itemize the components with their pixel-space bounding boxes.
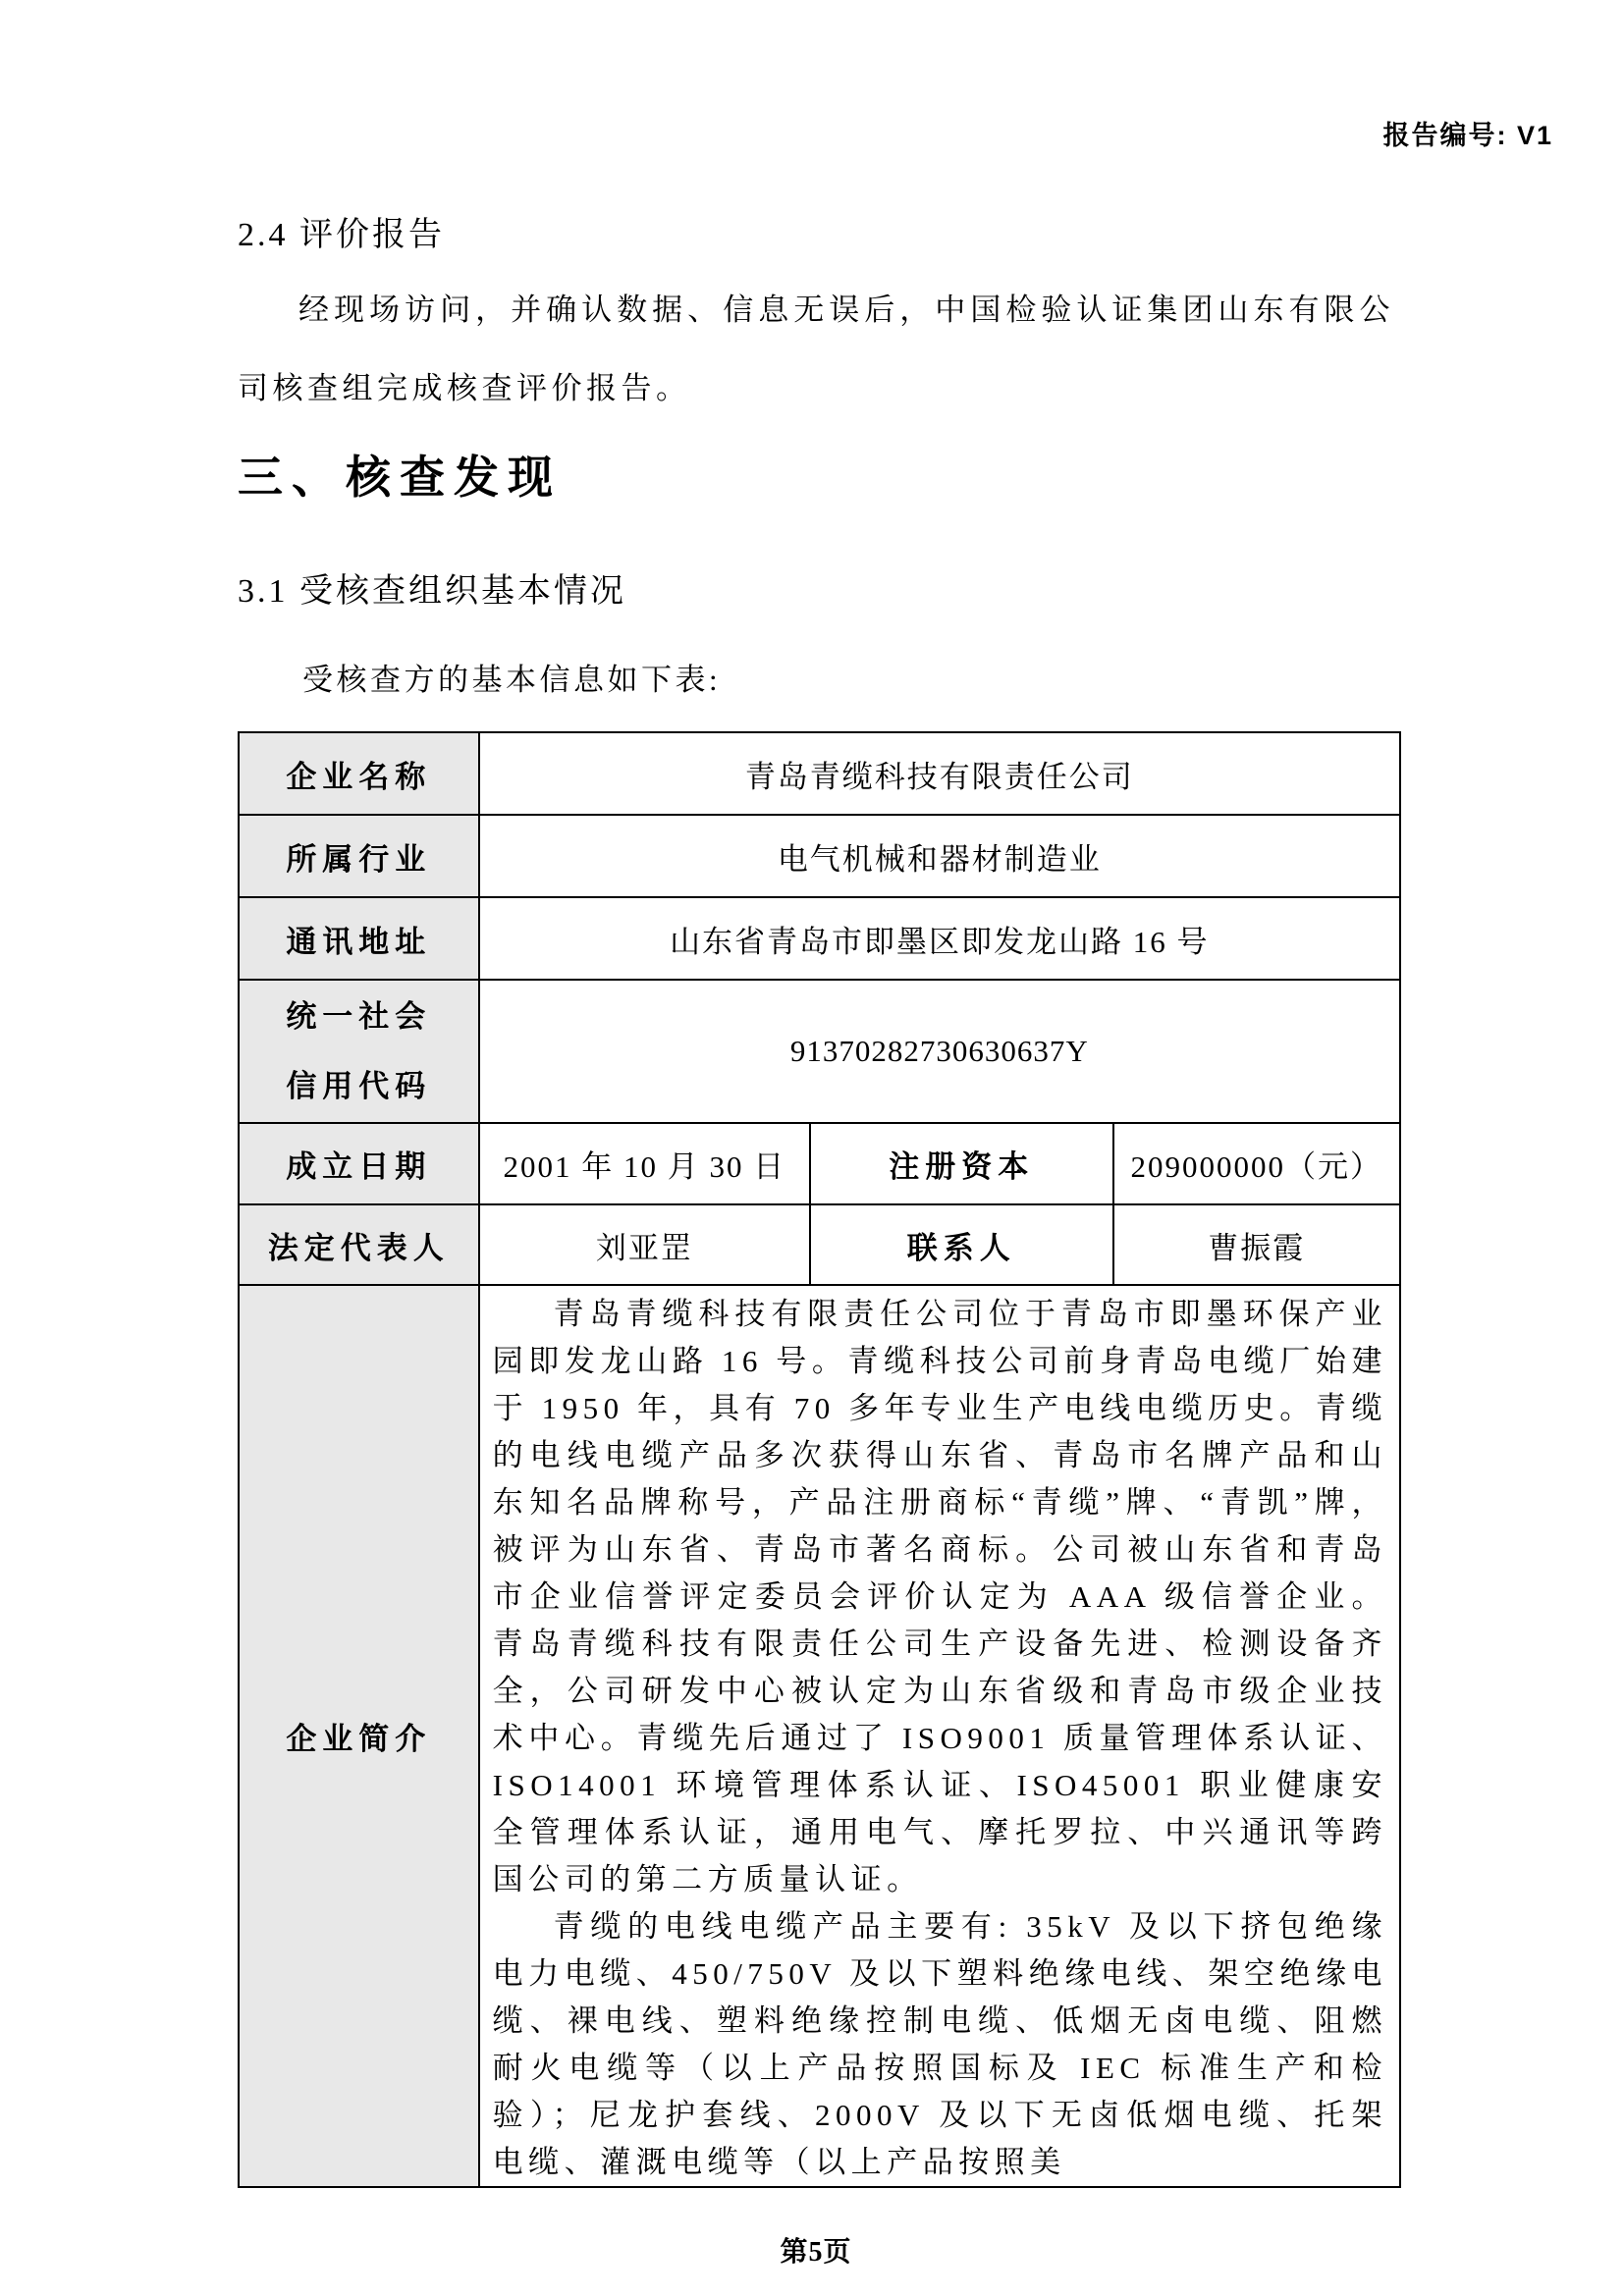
legal-rep-value: 刘亚罡 <box>479 1204 810 1285</box>
table-row-founding-date <box>239 1123 1400 1204</box>
company-name-value: 青岛青缆科技有限责任公司 <box>479 732 1400 815</box>
chapter-3-heading: 三、核查发现 <box>238 452 562 503</box>
credit-code-label-line1: 统一社会 <box>286 999 432 1034</box>
table-intro-text: 受核查方的基本信息如下表: <box>302 663 722 697</box>
section-3-1-heading: 3.1 受核查组织基本情况 <box>238 573 626 610</box>
company-profile-label: 企业简介 <box>239 1285 479 2187</box>
credit-code-label-line2: 信用代码 <box>286 1069 432 1103</box>
section-2-4-paragraph: 经现场访问，并确认数据、信息无误后，中国检验认证集团山东有限公司核查组完成核查评价报告。 <box>238 293 1394 405</box>
company-profile-paragraph-1: 青岛青缆科技有限责任公司位于青岛市即墨环保产业园即发龙山路 16 号。青缆科技公司前身青岛电缆厂始建于 1950 年，具有 70 多年专业生产电线电缆历史。青缆的电线电缆产品多次获得山东省、青岛市名牌产品和山东知名品牌称号，产品注册商标“青缆”牌、“青凯”牌，被评为山东省、青岛市著名商标。公司被山东省和青岛市企业信誉评定委员会评价认定为 AAA 级信誉企业。青岛青缆科技有限责任公司生产设备先进、检测设备齐全，公司研发中心被认定为山东省级和青岛市级企业技术中心。青缆先后通过了 ISO9001 质量管理体系认证、ISO14001 环境管理体系认证、ISO45001 职业健康安全管理体系认证，通用电气、摩托罗拉、中兴通讯等跨国公司的第二方质量认证。 <box>492 1297 1387 1896</box>
table-row-credit-code <box>239 980 1400 1123</box>
company-profile-paragraph-2: 青缆的电线电缆产品主要有: 35kV 及以下挤包绝缘电力电缆、450/750V 及以下塑料绝缘电线、架空绝缘电缆、裸电线、塑料绝缘控制电缆、低烟无卤电缆、阻燃耐火电缆等（以上产品按照国标及 IEC 标准生产和检验）；尼龙护套线、2000V 及以下无卤低烟电缆、托架电缆、灌溉电缆等（以上产品按照美 <box>492 1909 1387 2179</box>
credit-code-value: 91370282730630637Y <box>479 980 1400 1123</box>
company-name-label: 企业名称 <box>239 732 479 815</box>
contact-person-value: 曹振霞 <box>1113 1204 1400 1285</box>
registered-capital-value: 209000000（元） <box>1113 1123 1400 1204</box>
contact-person-label: 联系人 <box>810 1204 1113 1285</box>
section-2-4-heading: 2.4 评价报告 <box>238 217 445 253</box>
registered-capital-label: 注册资本 <box>810 1123 1113 1204</box>
address-label: 通讯地址 <box>239 897 479 980</box>
address-value: 山东省青岛市即墨区即发龙山路 16 号 <box>479 897 1400 980</box>
founding-date-value: 2001 年 10 月 30 日 <box>479 1123 810 1204</box>
company-profile-value <box>479 1285 1400 2187</box>
table-row-address <box>239 897 1400 980</box>
legal-rep-label: 法定代表人 <box>239 1204 479 1285</box>
credit-code-label <box>239 980 479 1123</box>
table-row-company-profile <box>239 1285 1400 2187</box>
industry-label: 所属行业 <box>239 815 479 897</box>
founding-date-label: 成立日期 <box>239 1123 479 1204</box>
page-content <box>238 207 1394 2269</box>
page-number: 第5页 <box>780 2237 852 2268</box>
report-number: 报告编号: V1 <box>1382 121 1553 150</box>
table-row-company-name <box>239 732 1400 815</box>
table-row-industry <box>239 815 1400 897</box>
industry-value: 电气机械和器材制造业 <box>479 815 1400 897</box>
table-row-legal-rep <box>239 1204 1400 1285</box>
company-info-table <box>238 731 1401 2188</box>
